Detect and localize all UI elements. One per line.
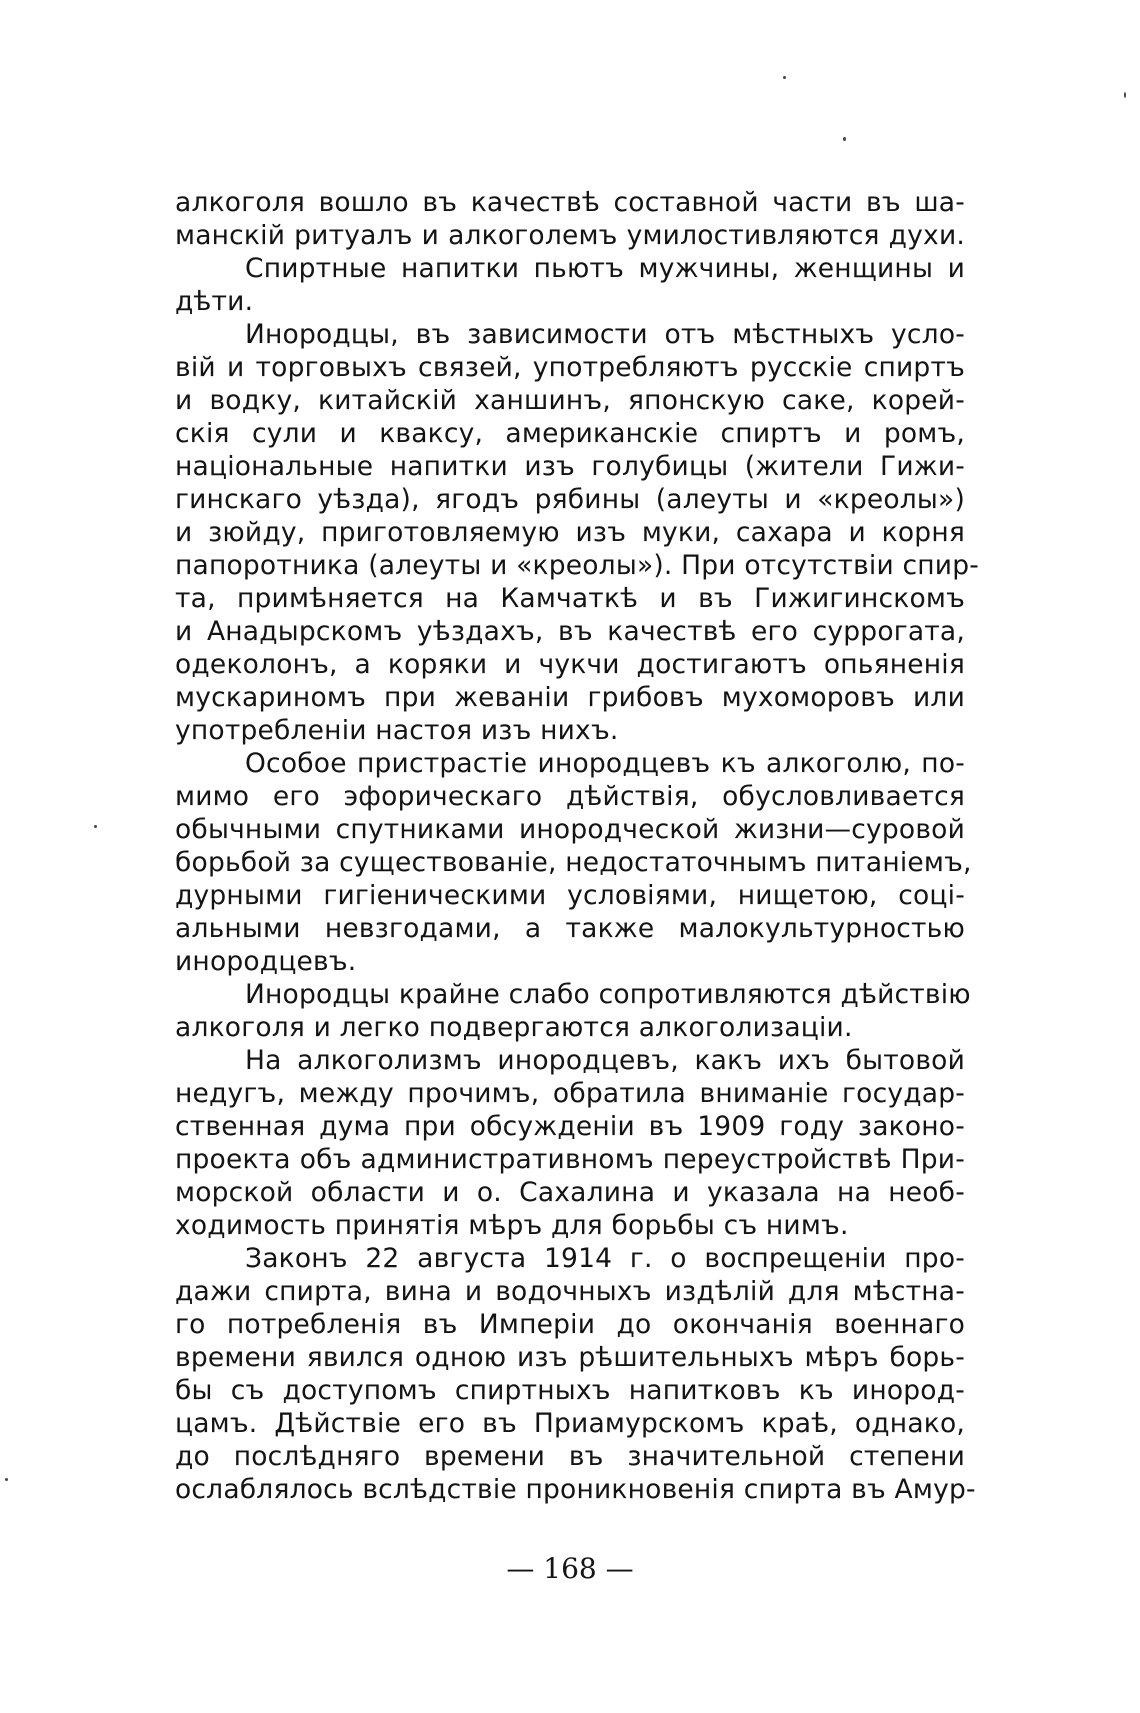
text-line: цамъ. Дѣйствіе его въ Приамурскомъ краѣ, однако, [175,1408,965,1439]
text-line: го потребленія въ Имперіи до окончанія военнаго [175,1309,965,1340]
text-line: и Анадырскомъ уѣздахъ, въ качествѣ его суррогата, [175,616,965,647]
text-line: національные напитки изъ голубицы (жители Гижи- [175,451,965,482]
text-line: мимо его эфорическаго дѣйствія, обусловливается [175,781,965,812]
text-line: ственная дума при обсужденіи въ 1909 году законо- [175,1111,965,1142]
text-line: На алкоголизмъ инородцевъ, какъ ихъ бытовой [245,1045,965,1076]
text-line: Особое пристрастіе инородцевъ къ алкоголю, по- [245,748,965,779]
text-line: и водку, китайскій ханшинъ, японскую саке, корей- [175,385,965,416]
text-line: одеколонъ, а коряки и чукчи достигаютъ опьяненія [175,649,965,680]
text-line: Инородцы, въ зависимости отъ мѣстныхъ усло- [245,319,965,350]
text-line: дажи спирта, вина и водочныхъ издѣлій для мѣстна- [175,1276,965,1307]
scan-speck [5,1478,8,1481]
text-line: бы съ доступомъ спиртныхъ напитковъ къ инород- [175,1375,965,1406]
text-line: Спиртные напитки пьютъ мужчины, женщины и [245,253,965,284]
text-line: обычными спутниками инородческой жизни—суровой [175,814,965,845]
text-line: скія сули и кваксу, американскіе спиртъ и ромъ, [175,418,965,449]
text-line: и зюйду, приготовляемую изъ муки, сахара и корня [175,517,965,548]
text-line: дѣти. [175,286,254,317]
text-line: употребленіи настоя изъ нихъ. [175,715,619,746]
text-line: альными невзгодами, а также малокультурностью [175,913,965,944]
text-line: гинскаго уѣзда), ягодъ рябины (алеуты и «креолы») [175,484,965,515]
text-line: манскій ритуалъ и алкоголемъ умилостивляются духи. [175,220,965,251]
text-line: инородцевъ. [175,946,357,977]
text-line: та, примѣняется на Камчаткѣ и въ Гижигинскомъ [175,583,965,614]
text-line: мускариномъ при жеваніи грибовъ мухоморовъ или [175,682,965,713]
text-line: алкоголя вошло въ качествѣ составной части въ ша- [175,187,965,218]
text-line: дурными гигіеническими условіями, нищетою, соці- [175,880,965,911]
text-line: ходимость принятія мѣръ для борьбы съ нимъ. [175,1210,849,1241]
scan-speck [1124,92,1126,98]
text-line: борьбой за существованіе, недостаточнымъ питаніемъ, [175,847,972,878]
text-line: недугъ, между прочимъ, обратила вниманіе государ- [175,1078,965,1109]
scan-speck [94,825,97,828]
text-line: вій и торговыхъ связей, употребляютъ русскіе спиртъ [175,352,965,383]
text-line: времени явился одною изъ рѣшительныхъ мѣръ борь- [175,1342,965,1373]
text-line: папоротника (алеуты и «креолы»). При отсутствіи спир- [175,550,980,581]
text-line: до послѣдняго времени въ значительной степени [175,1441,965,1472]
text-line: ослаблялось вслѣдствіе проникновенія спирта въ Амур- [175,1474,976,1505]
scan-speck [783,76,786,79]
text-line: алкоголя и легко подвергаются алкоголизаціи. [175,1012,853,1043]
body-text [175,186,980,1506]
text-line: проекта объ административномъ переустройствѣ При- [175,1144,965,1175]
text-line: морской области и о. Сахалина и указала на необ- [175,1177,965,1208]
text-line: Законъ 22 августа 1914 г. о воспрещеніи про- [245,1243,965,1274]
scan-speck [843,137,846,141]
page-number: — 168 — [506,1552,634,1585]
text-line: Инородцы крайне слабо сопротивляются дѣйствію [245,979,971,1010]
